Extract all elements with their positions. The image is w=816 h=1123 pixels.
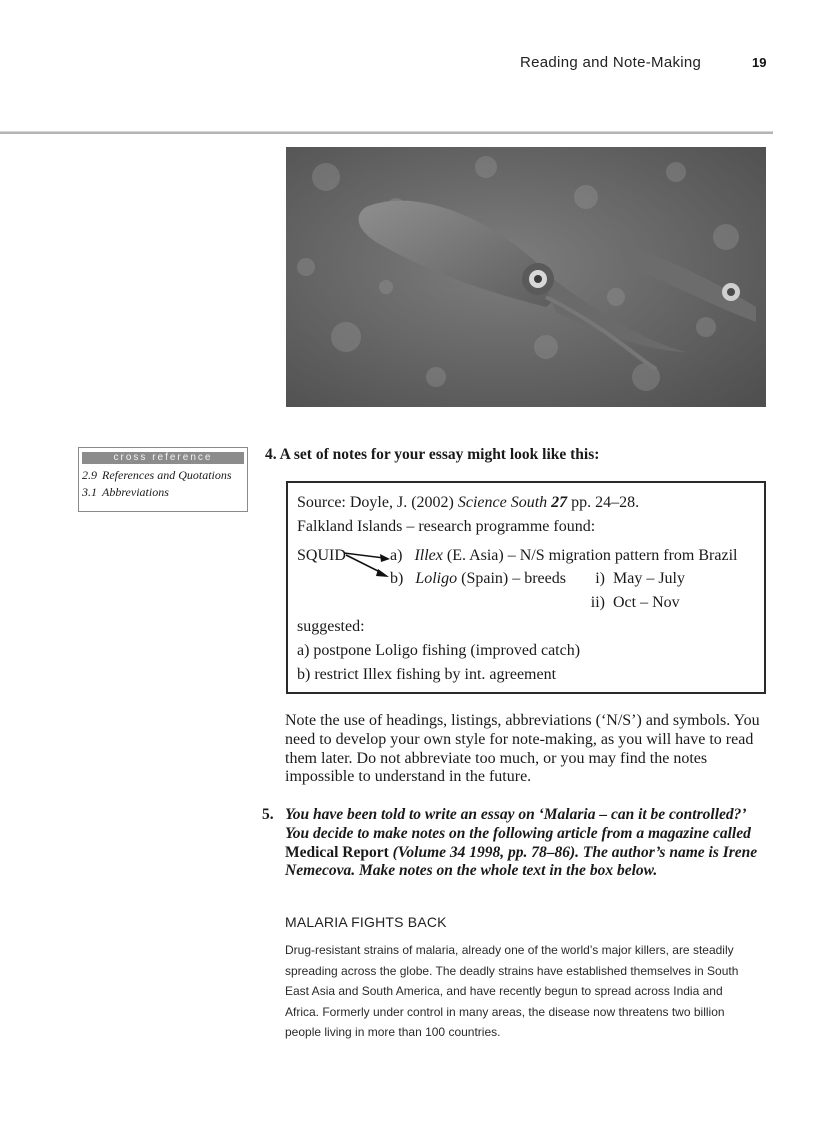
notes-subject: SQUID [297,547,346,564]
question-4-number: 4. [265,446,277,463]
question-4 [265,446,599,464]
cross-reference-number: 2.9 [82,468,97,482]
page-number: 19 [752,55,767,70]
notes-item-b-ii: ii) Oct – Nov [590,594,680,611]
notes-box [286,481,766,694]
notes-item-a: a) Illex (E. Asia) – N/S migration pattern from Brazil [390,547,738,564]
cross-reference-box [78,447,248,512]
notes-suggested: suggested: [297,618,365,635]
notes-item-b: b) Loligo (Spain) – breeds [390,570,566,587]
article-body: Drug-resistant strains of malaria, already one of the world’s major killers, are steadily spreading across the globe. The deadly strains have established themselves in South East Asia and South America, and have recently begun to spread across India and Africa. Formerly under control in many areas, the disease now threatens two billion people living in more than 100 countries. [285,943,739,1039]
note-making-paragraph: Note the use of headings, listings, abbreviations (‘N/S’) and symbols. You need to develop your own style for note-making, as you will have to read them later. Do not abbreviate too much, or you may find the notes impossible to understand in the future. [285,712,760,786]
question-5 [262,806,768,881]
squid-photo [286,147,766,407]
header-divider [0,131,773,134]
cross-reference-text: Abbreviations [102,485,169,499]
running-title: Reading and Note-Making [520,54,702,71]
notes-source: Source: Doyle, J. (2002) Science South 27 pp. 24–28. [297,494,640,511]
arrow-icon [344,547,390,579]
cross-reference-item [82,484,247,501]
notes-suggestion-b: b) restrict Illex fishing by int. agreement [297,666,557,683]
notes-line-2: Falkland Islands – research programme found: [297,518,596,535]
question-5-number: 5. [262,806,274,823]
question-5-text: You have been told to write an essay on ‘Malaria – can it be controlled?’ You decide to make notes on the following article from a magazine called Medical Report (Volume 34 1998, pp. 78–86). The author’s name is Irene Nemecova. Make notes on the whole text in the box below. [285,806,758,880]
article-title: MALARIA FIGHTS BACK [285,914,447,930]
question-4-text: A set of notes for your essay might look like this: [279,446,600,463]
notes-item-b-i: i) May – July [595,570,685,587]
cross-reference-item [82,467,247,484]
cross-reference-title: cross reference [82,452,244,464]
notes-suggestion-a: a) postpone Loligo fishing (improved catch) [297,642,581,659]
cross-reference-number: 3.1 [82,485,97,499]
cross-reference-text: References and Quotations [102,468,232,482]
